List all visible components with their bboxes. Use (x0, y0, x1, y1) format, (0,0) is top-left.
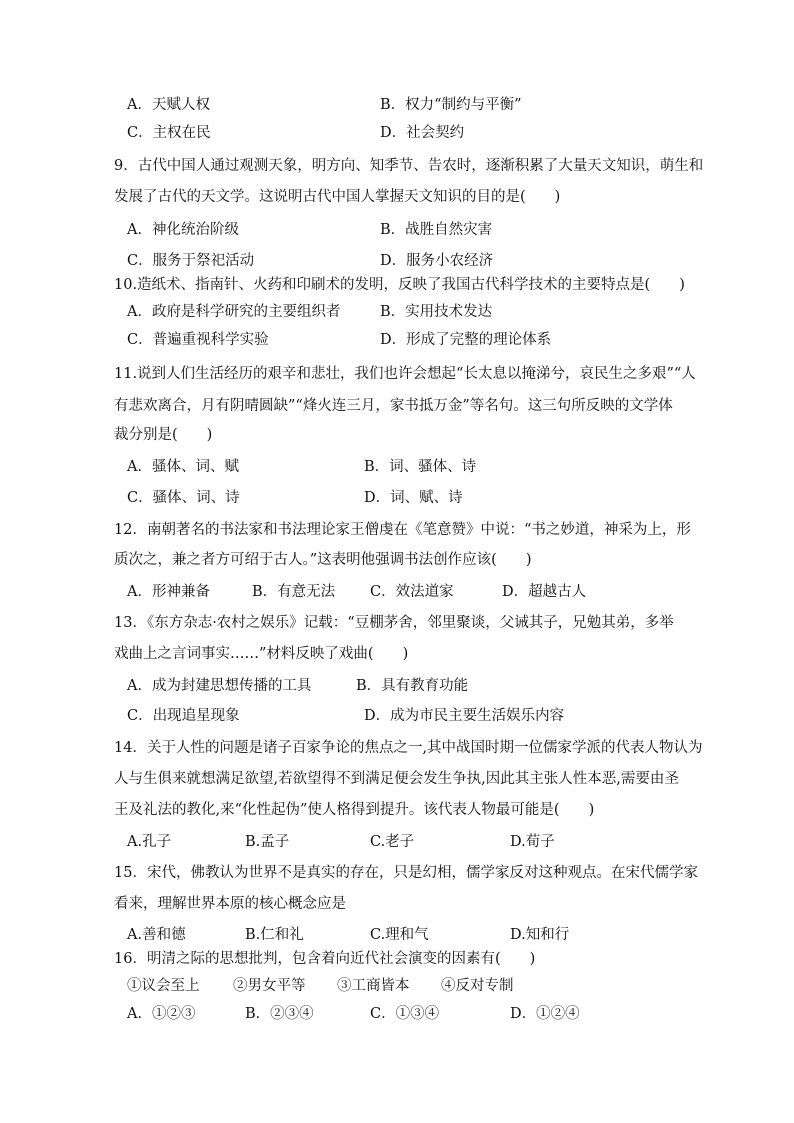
q8-option-d: D．社会契约 (380, 125, 465, 141)
q11-option-b: B．词、骚体、诗 (364, 459, 477, 475)
q10-option-d: D．形成了完整的理论体系 (380, 332, 552, 348)
q15-stem-line2: 看来，理解世界本原的核心概念应是 (114, 896, 346, 912)
q11-option-a: A．骚体、词、赋 (127, 459, 239, 475)
q16-option-c: C．①③④ (370, 1006, 440, 1022)
q11-option-d: D．词、赋、诗 (364, 490, 463, 506)
q9-stem-line1: 9．古代中国人通过观测天象，明方向、知季节、告农时，逐渐积累了大量天文知识，萌生和 (114, 158, 704, 174)
q14-stem-line3: 王及礼法的教化,来“化性起伪”使人格得到提升。该代表人物最可能是( ) (114, 802, 595, 818)
q8-option-b: B．权力“制约与平衡” (380, 97, 522, 113)
q15-option-c: C.理和气 (370, 927, 429, 943)
q16-item-2: ②男女平等 (233, 978, 306, 994)
q10-option-b: B．实用技术发达 (380, 304, 493, 320)
q15-stem-line1: 15．宋代，佛教认为世界不是真实的存在，只是幻相，儒学家反对这种观点。在宋代儒学家 (114, 865, 698, 881)
q8-option-c: C．主权在民 (127, 125, 211, 141)
q14-option-d: D.荀子 (510, 834, 555, 850)
q13-option-b: B．具有教育功能 (356, 678, 469, 694)
q16-item-3: ③工商皆本 (337, 978, 410, 994)
q9-option-a: A．神化统治阶级 (127, 222, 239, 238)
q9-stem-line2: 发展了古代的天文学。这说明古代中国人掌握天文知识的目的是( ) (114, 189, 561, 205)
q12-option-c: C．效法道家 (370, 584, 454, 600)
q14-option-b: B.孟子 (245, 834, 290, 850)
q14-option-c: C.老子 (370, 834, 415, 850)
q9-option-c: C．服务于祭祀活动 (127, 253, 255, 269)
q16-item-4: ④反对专制 (441, 978, 514, 994)
q16-option-d: D．①②④ (510, 1006, 580, 1022)
q11-stem-line2: 有悲欢离合，月有阴晴圆缺”“烽火连三月，家书抵万金”等名句。这三句所反映的文学体 (114, 398, 673, 414)
q13-option-c: C．出现追星现象 (127, 708, 240, 724)
q10-option-c: C．普遍重视科学实验 (127, 332, 269, 348)
q9-option-d: D．服务小农经济 (380, 253, 494, 269)
q14-option-a: A.孔子 (127, 834, 172, 850)
q14-stem-line2: 人与生俱来就想满足欲望,若欲望得不到满足便会发生争执,因此其主张人性本恶,需要由圣 (114, 771, 679, 787)
q12-option-b: B．有意无法 (252, 584, 336, 600)
q11-option-c: C．骚体、词、诗 (127, 490, 240, 506)
q12-option-a: A．形神兼备 (127, 584, 210, 600)
q10-option-a: A．政府是科学研究的主要组织者 (127, 304, 341, 320)
q15-option-b: B.仁和礼 (245, 927, 304, 943)
q15-option-a: A.善和德 (127, 927, 186, 943)
q11-stem-line3: 裁分别是( ) (114, 427, 213, 443)
q12-stem-line2: 质次之，兼之者方可绍于古人。”这表明他强调书法创作应该( ) (114, 552, 532, 568)
q13-stem-line1: 13．《东方杂志·农村之娱乐》记载：“豆棚茅舍，邻里聚谈，父诫其子，兄勉其弟，多举 (114, 615, 674, 631)
q12-option-d: D．超越古人 (502, 584, 587, 600)
q14-stem-line1: 14．关于人性的问题是诸子百家争论的焦点之一,其中战国时期一位儒家学派的代表人物认为 (114, 740, 703, 756)
q9-option-b: B．战胜自然灾害 (380, 222, 493, 238)
q13-option-d: D．成为市民主要生活娱乐内容 (364, 708, 565, 724)
q8-option-a: A．天赋人权 (127, 97, 210, 113)
q16-stem-line1: 16．明清之际的思想批判，包含着向近代社会演变的因素有( ) (114, 951, 536, 967)
q10-stem-line1: 10.造纸术、指南针、火药和印刷术的发明，反映了我国古代科学技术的主要特点是( ) (114, 277, 685, 293)
q16-option-b: B．②③④ (245, 1006, 314, 1022)
q16-option-a: A．①②③ (127, 1006, 196, 1022)
q16-item-1: ①议会至上 (127, 978, 200, 994)
q12-stem-line1: 12．南朝著名的书法家和书法理论家王僧虔在《笔意赞》中说：“书之妙道，神采为上，形 (114, 522, 691, 538)
q13-stem-line2: 戏曲上之言词事实……”材料反映了戏曲( ) (114, 646, 409, 662)
q13-option-a: A．成为封建思想传播的工具 (127, 678, 312, 694)
q15-option-d: D.知和行 (510, 927, 570, 943)
q11-stem-line1: 11.说到人们生活经历的艰辛和悲壮，我们也许会想起“长太息以掩涕兮，哀民生之多艰”“人 (114, 366, 696, 382)
